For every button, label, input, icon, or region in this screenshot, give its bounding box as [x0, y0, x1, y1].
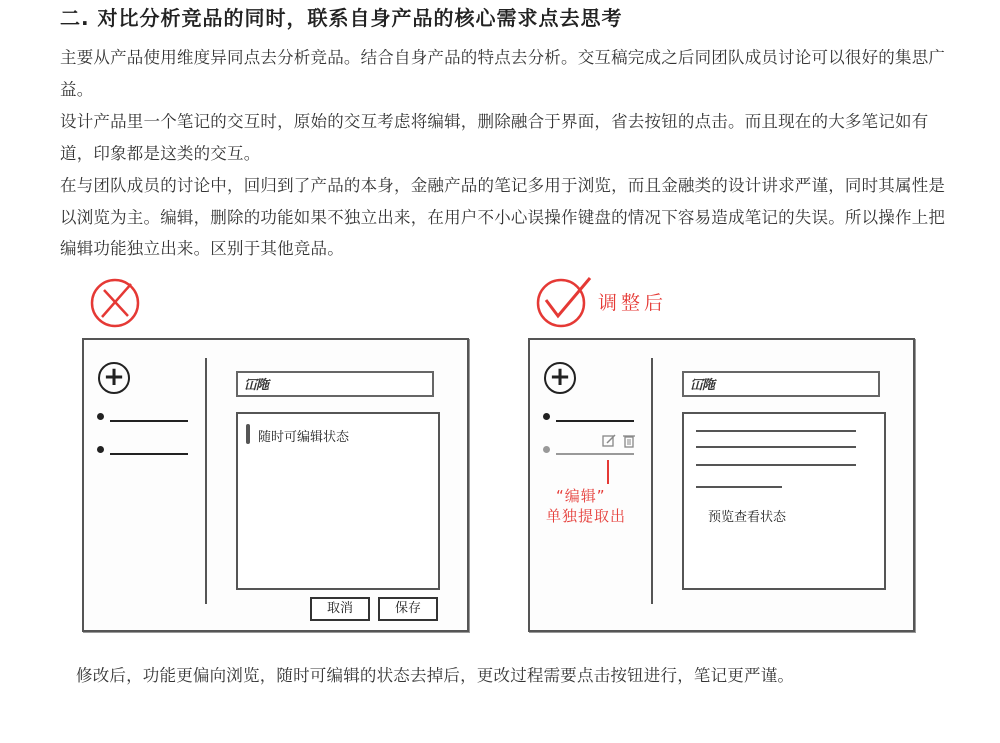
note-list-item[interactable] [110, 420, 188, 422]
edit-icon[interactable] [602, 434, 616, 448]
title-field[interactable] [236, 371, 434, 397]
note-list-item[interactable] [110, 453, 188, 455]
list-bullet [97, 413, 104, 420]
add-note-icon[interactable]: + [544, 362, 576, 394]
list-bullet [97, 446, 104, 453]
section-heading: 二. 对比分析竞品的同时，联系自身产品的核心需求点去思考 [60, 6, 623, 30]
editor-state-label: 随时可编辑状态 [258, 430, 350, 445]
paragraph-1: 主要从产品使用维度异同点去分析竞品。结合自身产品的特点去分析。交互稿完成之后同团队成员讨论可以很好的集思广益。 [60, 48, 946, 99]
sidebar-divider [651, 358, 653, 604]
title-field-text: 冚陁 [690, 378, 715, 393]
paragraph-3: 在与团队成员的讨论中，回归到了产品的本身，金融产品的笔记多用于浏览，而且金融类的设计讲求严谨，同时其属性是以浏览为主。编辑，删除的功能如果不独立出来，在用户不小心误操作键盘的情况下容易造成笔记的失误。所以操作上把编辑功能独立出来。区别于其他竞品。 [60, 176, 946, 258]
annotation-pointer [607, 460, 609, 484]
note-list-item-hover[interactable] [556, 453, 634, 455]
text-cursor [246, 424, 250, 444]
approve-mark-icon [534, 276, 596, 330]
preview-text-line [696, 486, 782, 488]
paragraph-2: 设计产品里一个笔记的交互时，原始的交互考虑将编辑，删除融合于界面，省去按钮的点击。而且现在的大多笔记如有道，印象都是这类的交互。 [60, 112, 929, 163]
note-preview [682, 412, 886, 590]
adjusted-tag: 调整后 [598, 292, 668, 314]
preview-text-line [696, 446, 856, 448]
sidebar-divider [205, 358, 207, 604]
figure-caption: 修改后，功能更偏向浏览，随时可编辑的状态去掉后，更改过程需要点击按钮进行，笔记更严谨。 [76, 666, 795, 685]
before-sketch [80, 270, 472, 635]
annotation-line-1: “编辑” [556, 487, 606, 505]
annotation-line-2: 单独提取出 [546, 507, 627, 525]
title-field-text: 冚陁 [244, 378, 269, 393]
list-bullet [543, 446, 550, 453]
save-button[interactable]: 保存 [378, 597, 438, 621]
trash-icon[interactable] [622, 434, 636, 448]
cancel-button[interactable]: 取消 [310, 597, 370, 621]
list-bullet [543, 413, 550, 420]
add-note-icon[interactable]: + [98, 362, 130, 394]
title-field[interactable] [682, 371, 880, 397]
preview-text-line [696, 464, 856, 466]
after-sketch [526, 270, 918, 635]
reject-mark-icon [88, 274, 144, 330]
preview-text-line [696, 430, 856, 432]
note-list-item[interactable] [556, 420, 634, 422]
preview-state-label: 预览查看状态 [708, 510, 787, 525]
